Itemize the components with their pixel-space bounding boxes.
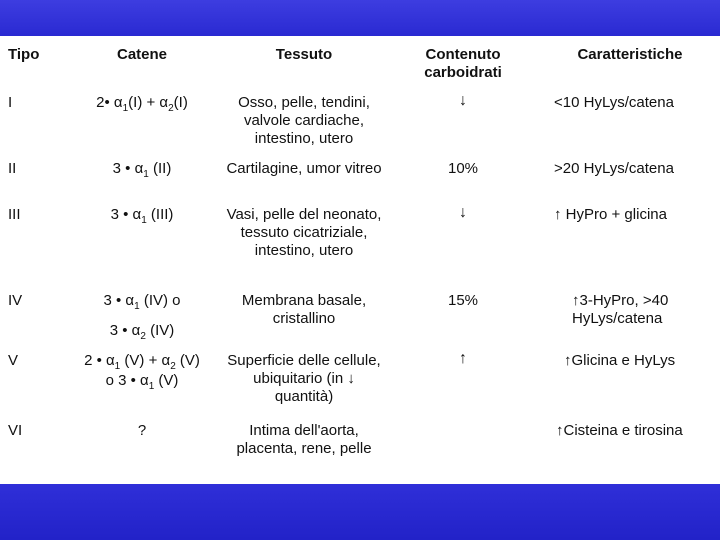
row-3-caratteristiche: ↑ HyPro + glicina <box>554 206 667 223</box>
row-6-tipo: VI <box>8 422 23 439</box>
row-3-catene: 3 • $\alpha_1$ (III) <box>110 206 174 226</box>
row-3-tessuto: Vasi, pelle del neonato, tessuto cicatriziale, intestino, utero <box>226 206 382 259</box>
row-5-tipo: V <box>8 352 19 369</box>
bottom-banner <box>0 484 720 540</box>
row-6-catene: ? <box>137 422 147 439</box>
row-3-contenuto-down-arrow-icon: ↓ <box>459 204 467 221</box>
header-caratteristiche: Caratteristiche <box>577 46 683 63</box>
header-contenuto-carboidrati: Contenuto carboidrati <box>424 46 502 81</box>
header-catene: Catene <box>116 46 168 63</box>
row-4-contenuto: 15% <box>447 292 479 309</box>
row-4-tessuto: Membrana basale, cristallino <box>241 292 367 327</box>
row-1-contenuto-down-arrow-icon: ↓ <box>459 92 467 109</box>
row-5-contenuto-up-arrow-icon: ↑ <box>459 350 467 367</box>
row-2-tessuto: Cartilagine, umor vitreo <box>226 160 382 177</box>
row-1-tessuto: Osso, pelle, tendini, valvole cardiache, intestino, utero <box>238 94 370 147</box>
row-5-catene-b: o 3 • $\alpha_1$ (V) <box>105 372 179 392</box>
row-2-tipo: II <box>8 160 17 177</box>
row-5-catene-a: 2 • $\alpha_1$ $(V) + \alpha_2$ (V) <box>84 352 200 372</box>
row-1-tipo: I <box>8 94 13 111</box>
row-4-caratteristiche: ↑3-HyPro, >40 HyLys/catena <box>572 292 669 327</box>
row-5-caratteristiche: ↑Glicina e HyLys <box>564 352 676 369</box>
row-5-tessuto: Superficie delle cellule, ubiquitario (in ↓ quantità) <box>227 352 381 405</box>
row-1-catene: 2• $\alpha_1(I) + \alpha_2(I)$ <box>96 94 188 114</box>
row-4-tipo: IV <box>8 292 23 309</box>
row-2-contenuto: 10% <box>447 160 479 177</box>
collagen-types-table <box>0 36 720 484</box>
top-banner <box>0 0 720 36</box>
row-2-caratteristiche: >20 HyLys/catena <box>554 160 674 177</box>
row-3-tipo: III <box>8 206 21 223</box>
header-tessuto: Tessuto <box>275 46 333 63</box>
row-2-catene: 3 • $\alpha_1$ (II) <box>112 160 172 180</box>
row-1-caratteristiche: <10 HyLys/catena <box>554 94 674 111</box>
row-6-tessuto: Intima dell'aorta, placenta, rene, pelle <box>236 422 372 457</box>
header-tipo: Tipo <box>8 46 40 63</box>
row-4-catene-b: 3 • $\alpha_2$ (IV) <box>109 322 175 342</box>
row-4-catene-a: 3 • $\alpha_1$ (IV) o <box>103 292 181 312</box>
row-6-caratteristiche: ↑Cisteina e tirosina <box>556 422 683 439</box>
